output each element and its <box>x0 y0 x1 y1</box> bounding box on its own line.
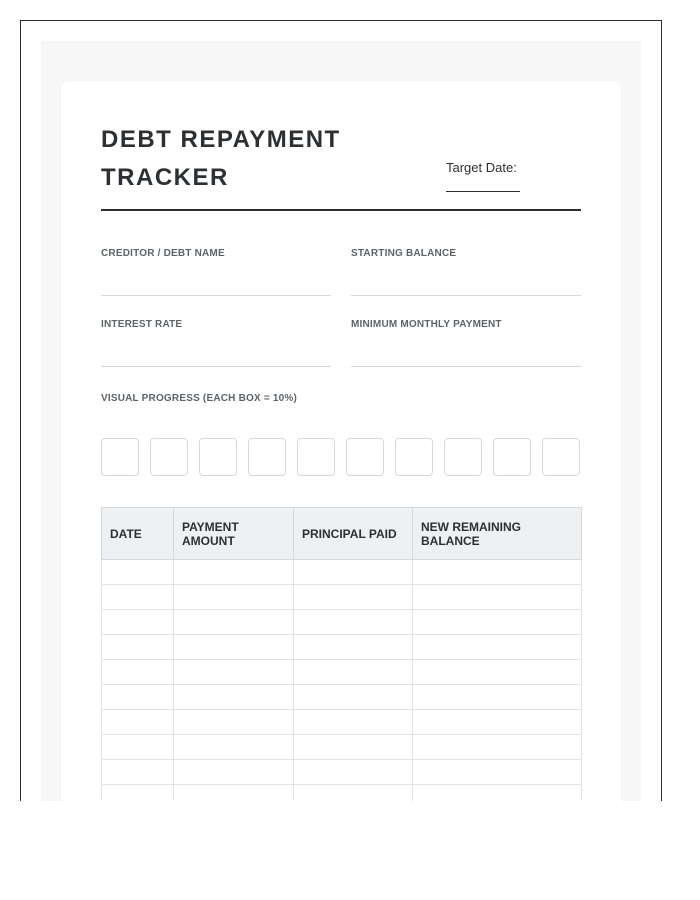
table-cell[interactable] <box>413 585 582 610</box>
page-background <box>41 41 641 801</box>
table-cell[interactable] <box>102 585 174 610</box>
title-line-1: DEBT REPAYMENT <box>101 126 341 153</box>
table-row <box>102 685 582 710</box>
table-cell[interactable] <box>413 635 582 660</box>
document-frame <box>20 20 662 801</box>
table-cell[interactable] <box>102 610 174 635</box>
table-cell[interactable] <box>413 685 582 710</box>
table-header-row <box>102 508 582 560</box>
table-cell[interactable] <box>174 710 294 735</box>
table-cell[interactable] <box>413 785 582 802</box>
table-cell[interactable] <box>174 585 294 610</box>
progress-boxes <box>101 438 581 478</box>
table-cell[interactable] <box>174 760 294 785</box>
progress-box[interactable] <box>395 438 433 476</box>
table-cell[interactable] <box>294 710 413 735</box>
table-row <box>102 760 582 785</box>
table-cell[interactable] <box>102 660 174 685</box>
table-cell[interactable] <box>413 735 582 760</box>
minimum-monthly-payment-field[interactable] <box>351 318 581 367</box>
column-header-date: DATE <box>102 508 174 560</box>
creditor-debt-name-field[interactable] <box>101 247 331 296</box>
starting-balance-field[interactable] <box>351 247 581 296</box>
table-cell[interactable] <box>294 785 413 802</box>
progress-box[interactable] <box>444 438 482 476</box>
target-date-label: Target Date: <box>446 160 517 175</box>
table-cell[interactable] <box>413 710 582 735</box>
starting-balance-label: STARTING BALANCE <box>351 248 457 259</box>
column-header-new-remaining-balance: NEW REMAINING BALANCE <box>413 508 582 560</box>
target-date <box>446 159 586 192</box>
table-cell[interactable] <box>413 760 582 785</box>
progress-box[interactable] <box>493 438 531 476</box>
table-cell[interactable] <box>102 735 174 760</box>
tracker-sheet <box>61 81 621 801</box>
table-row <box>102 735 582 760</box>
title-line-2: TRACKER <box>101 164 229 191</box>
progress-box[interactable] <box>297 438 335 476</box>
table-cell[interactable] <box>174 660 294 685</box>
progress-box[interactable] <box>248 438 286 476</box>
table-cell[interactable] <box>294 610 413 635</box>
table-cell[interactable] <box>102 760 174 785</box>
document-title <box>101 121 401 197</box>
table-cell[interactable] <box>102 785 174 802</box>
target-date-blank[interactable] <box>446 191 520 192</box>
progress-box[interactable] <box>150 438 188 476</box>
table-row <box>102 610 582 635</box>
table-cell[interactable] <box>102 685 174 710</box>
progress-box[interactable] <box>101 438 139 476</box>
progress-box[interactable] <box>199 438 237 476</box>
creditor-debt-name-label: CREDITOR / DEBT NAME <box>101 248 225 259</box>
progress-box[interactable] <box>542 438 580 476</box>
document-header <box>101 121 581 211</box>
table-cell[interactable] <box>413 610 582 635</box>
table-cell[interactable] <box>294 585 413 610</box>
table-cell[interactable] <box>174 635 294 660</box>
interest-rate-field[interactable] <box>101 318 331 367</box>
table-cell[interactable] <box>294 560 413 585</box>
table-cell[interactable] <box>174 560 294 585</box>
table-cell[interactable] <box>413 660 582 685</box>
table-cell[interactable] <box>174 735 294 760</box>
table-cell[interactable] <box>294 635 413 660</box>
visual-progress-label: VISUAL PROGRESS (EACH BOX = 10%) <box>101 393 297 404</box>
table-row <box>102 785 582 802</box>
interest-rate-label: INTEREST RATE <box>101 319 183 330</box>
table-cell[interactable] <box>102 710 174 735</box>
payment-log-table <box>101 507 582 801</box>
progress-box[interactable] <box>346 438 384 476</box>
table-row <box>102 710 582 735</box>
table-cell[interactable] <box>294 735 413 760</box>
table-cell[interactable] <box>174 610 294 635</box>
table-cell[interactable] <box>174 685 294 710</box>
column-header-principal-paid: PRINCIPAL PAID <box>294 508 413 560</box>
table-cell[interactable] <box>413 560 582 585</box>
table-cell[interactable] <box>294 760 413 785</box>
table-row <box>102 585 582 610</box>
table-cell[interactable] <box>294 660 413 685</box>
column-header-payment-amount: PAYMENT AMOUNT <box>174 508 294 560</box>
table-cell[interactable] <box>294 685 413 710</box>
table-cell[interactable] <box>102 560 174 585</box>
table-cell[interactable] <box>174 785 294 802</box>
table-row <box>102 560 582 585</box>
minimum-monthly-payment-label: MINIMUM MONTHLY PAYMENT <box>351 319 502 330</box>
table-cell[interactable] <box>102 635 174 660</box>
table-row <box>102 635 582 660</box>
table-row <box>102 660 582 685</box>
